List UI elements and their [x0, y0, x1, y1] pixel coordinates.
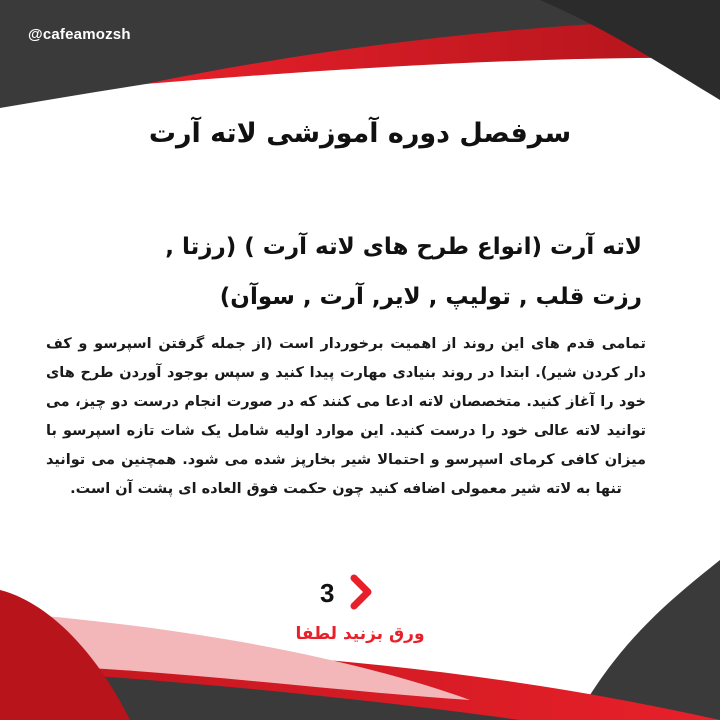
subtitle-line-2: رزت قلب , تولیپ , لایر, آرت , سوآن): [219, 284, 642, 310]
swipe-prompt[interactable]: ورق بزنید لطفا: [295, 624, 425, 644]
page-number: 3: [320, 578, 335, 608]
page-title: سرفصل دوره آموزشی لاته آرت: [148, 118, 572, 149]
chevron-right-icon[interactable]: [346, 572, 376, 612]
account-handle: @cafeamozsh: [28, 26, 131, 43]
subtitle-line-1: لاته آرت (انواع طرح های لاته آرت ) (رزتا ,: [165, 234, 642, 260]
body-paragraph: تمامی قدم های این روند از اهمیت برخوردار است (از جمله گرفتن اسپرسو و کف دار کردن شیر). ابتدا در روند بنیادی مهارت پیدا کنید و سپس بوجود آوردن طرح های خود را آغاز کنید. متخصصان لاته ادعا می کنند که در صورت انجام درست دو چیز، می توانید لاته عالی خود را درست کنید. این موارد اولیه شامل یک شات تازه اسپرسو با میزان کافی کرمای اسپرسو و احتمالا شیر بخارپز شده می شود. همچنین می توانید تنها به لاته شیر معمولی اضافه کنید چون حکمت فوق العاده ای پشت آن است.: [46, 336, 646, 497]
section-subtitle: [62, 222, 642, 322]
